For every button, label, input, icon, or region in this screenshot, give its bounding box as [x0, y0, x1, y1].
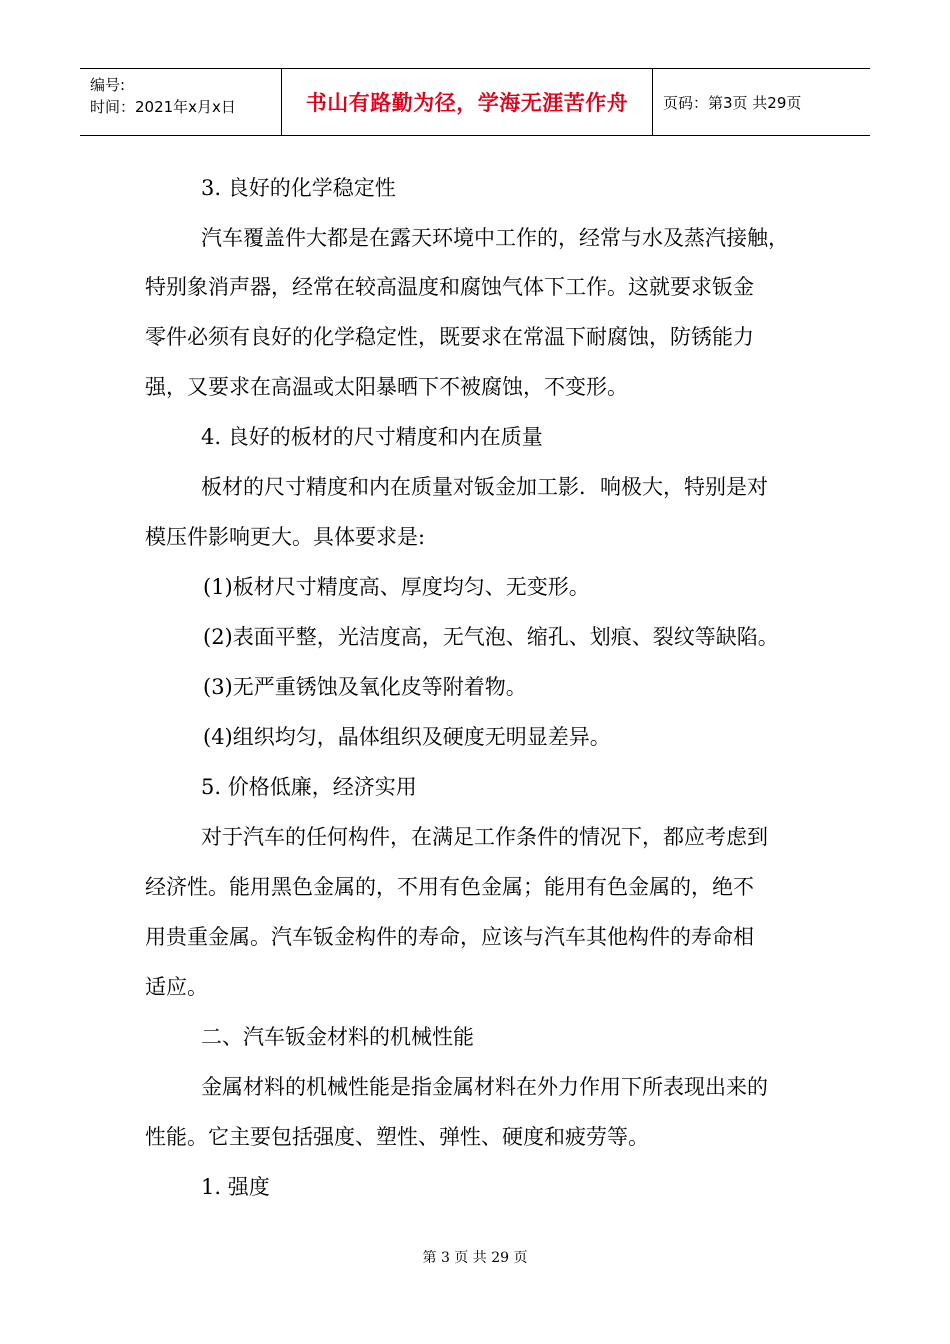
- paragraph-line: 适应。: [145, 975, 208, 999]
- page-footer: 第 3 页 共 29 页: [422, 1250, 528, 1266]
- heading-chemical-stability: 3. 良好的化学稳定性: [201, 176, 396, 200]
- paragraph-line: 金属材料的机械性能是指金属材料在外力作用下所表现出来的: [201, 1075, 768, 1099]
- paragraph-line: 经济性。能用黑色金属的，不用有色金属；能用有色金属的，绝不: [145, 875, 754, 899]
- heading-strength: 1. 强度: [201, 1175, 270, 1199]
- requirement-item: (4)组织均匀，晶体组织及硬度无明显差异。: [203, 725, 611, 749]
- requirement-item: (1)板材尺寸精度高、厚度均匀、无变形。: [203, 575, 590, 599]
- paragraph-line: 用贵重金属。汽车钣金构件的寿命，应该与汽车其他构件的寿命相: [145, 925, 754, 949]
- requirement-item: (2)表面平整，光洁度高，无气泡、缩孔、划痕、裂纹等缺陷。: [203, 625, 779, 649]
- document-time-label: 时间：2021年x月x日: [90, 98, 236, 116]
- paragraph-line: 汽车覆盖件大都是在露天环境中工作的，经常与水及蒸汽接触，: [201, 226, 789, 250]
- paragraph-line: 板材的尺寸精度和内在质量对钣金加工影．响极大，特别是对: [201, 475, 768, 499]
- paragraph-line: 强，又要求在高温或太阳暴晒下不被腐蚀，不变形。: [145, 375, 628, 399]
- heading-low-cost: 5. 价格低廉，经济实用: [201, 775, 417, 799]
- section-heading-mechanical-properties: 二、汽车钣金材料的机械性能: [201, 1025, 474, 1049]
- paragraph-line: 零件必须有良好的化学稳定性，既要求在常温下耐腐蚀，防锈能力: [145, 325, 754, 349]
- page-header: [80, 68, 870, 136]
- header-page-info: 页码：第3页 共29页: [663, 93, 802, 112]
- header-motto: 书山有路勤为径，学海无涯苦作舟: [281, 69, 653, 135]
- header-meta: [80, 69, 281, 135]
- heading-dimension-quality: 4. 良好的板材的尺寸精度和内在质量: [201, 425, 543, 449]
- paragraph-line: 对于汽车的任何构件，在满足工作条件的情况下，都应考虑到: [201, 825, 768, 849]
- paragraph-line: 模压件影响更大。具体要求是:: [145, 525, 426, 549]
- paragraph-line: 特别象消声器，经常在较高温度和腐蚀气体下工作。这就要求钣金: [145, 275, 754, 299]
- document-number-label: 编号:: [90, 76, 126, 94]
- paragraph-line: 性能。它主要包括强度、塑性、弹性、硬度和疲劳等。: [145, 1125, 649, 1149]
- requirement-item: (3)无严重锈蚀及氧化皮等附着物。: [203, 675, 527, 699]
